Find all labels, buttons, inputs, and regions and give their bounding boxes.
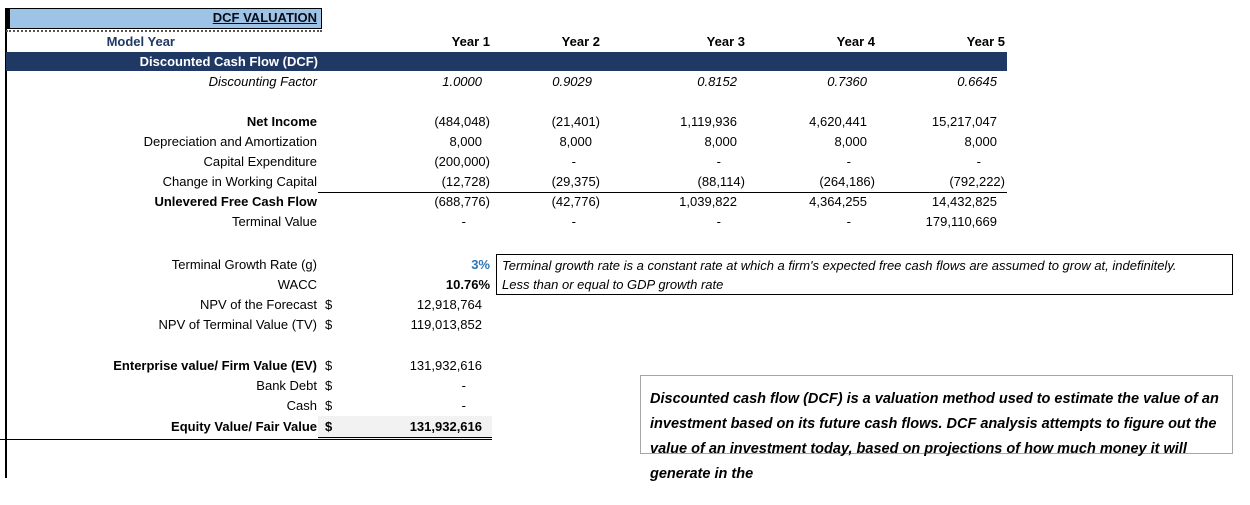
npv-forecast-label[interactable]: NPV of the Forecast	[199, 297, 317, 312]
spacer-row	[0, 335, 1007, 356]
net-income-year5-value[interactable]: 15,217,047	[931, 114, 997, 129]
capital-expenditure-year4-value[interactable]: -	[846, 154, 851, 169]
equity-value-year1-value[interactable]: 131,932,616	[342, 416, 492, 440]
cash-year2-value[interactable]	[492, 396, 602, 417]
unlevered-free-cash-flow-year2-value[interactable]: (42,776)	[551, 194, 600, 209]
net-income-label[interactable]: Net Income	[246, 114, 317, 129]
capital-expenditure-year1-value[interactable]: (200,000)	[434, 154, 490, 169]
year-header-spacer	[318, 32, 342, 52]
bank-debt-label[interactable]: Bank Debt	[256, 378, 317, 393]
row-depreciation-amortization	[0, 132, 1007, 152]
bank-debt-year1-value[interactable]: -	[461, 378, 466, 393]
depreciation-amortization-year3-value[interactable]: 8,000	[704, 134, 737, 149]
bank-debt-year2-value[interactable]	[492, 376, 602, 396]
wacc-year1-value[interactable]: 10.76%	[445, 277, 490, 292]
row-enterprise-value	[0, 356, 1007, 376]
net-income-year3-value[interactable]: 1,119,936	[680, 114, 737, 129]
capital-expenditure-label[interactable]: Capital Expenditure	[203, 154, 317, 169]
year-header-3[interactable]: Year 3	[706, 34, 745, 49]
change-in-working-capital-year4-value[interactable]: (264,186)	[747, 172, 877, 193]
row-terminal-value	[0, 212, 1007, 232]
row-npv-forecast	[0, 295, 1007, 315]
discounting-factor-currency-symbol[interactable]	[318, 72, 342, 92]
depreciation-amortization-label[interactable]: Depreciation and Amortization	[143, 134, 317, 149]
row-net-income	[0, 112, 1007, 132]
spacer-row	[0, 232, 1007, 255]
change-in-working-capital-year2-value[interactable]: (29,375)	[492, 172, 602, 193]
cash-currency-symbol[interactable]: $	[318, 396, 342, 417]
bank-debt-currency-symbol[interactable]: $	[325, 378, 333, 393]
depreciation-amortization-year2-value[interactable]: 8,000	[559, 134, 592, 149]
dcf-definition-box[interactable]	[640, 375, 1233, 482]
discounting-factor-year2-value[interactable]: 0.9029	[552, 74, 592, 89]
year-header-row	[0, 32, 1007, 52]
terminal-value-currency-symbol[interactable]	[318, 212, 342, 232]
terminal-value-year3-value[interactable]: -	[716, 214, 721, 229]
capital-expenditure-year3-value[interactable]: -	[716, 154, 721, 169]
discounting-factor-year5-value[interactable]: 0.6645	[957, 74, 997, 89]
cash-year1-value[interactable]: -	[342, 396, 492, 417]
net-income-year1-value[interactable]: (484,048)	[434, 114, 490, 129]
npv-forecast-year4-value[interactable]	[747, 295, 877, 315]
title-cell[interactable]	[6, 8, 322, 29]
terminal-growth-note-line2: Less than or equal to GDP growth rate	[502, 277, 724, 292]
enterprise-value-year3-value[interactable]	[602, 356, 747, 376]
row-unlevered-free-cash-flow	[0, 192, 1007, 212]
unlevered-free-cash-flow-year4-value[interactable]: 4,364,255	[809, 194, 867, 209]
npv-forecast-year3-value[interactable]	[602, 295, 747, 315]
year-header-4[interactable]: Year 4	[836, 34, 875, 49]
spacer-row	[0, 92, 1007, 112]
terminal-value-year5-value[interactable]: 179,110,669	[925, 214, 997, 229]
depreciation-amortization-year4-value[interactable]: 8,000	[834, 134, 867, 149]
capital-expenditure-currency-symbol[interactable]	[318, 152, 342, 172]
npv-terminal-value-label[interactable]: NPV of Terminal Value (TV)	[158, 317, 317, 332]
change-in-working-capital-label[interactable]: Change in Working Capital	[162, 174, 317, 189]
year-header-1[interactable]: Year 1	[451, 34, 490, 49]
unlevered-free-cash-flow-currency-symbol[interactable]	[318, 192, 342, 212]
cash-label[interactable]: Cash	[286, 398, 317, 413]
enterprise-value-label[interactable]: Enterprise value/ Firm Value (EV)	[113, 358, 317, 373]
enterprise-value-year1-value[interactable]: 131,932,616	[409, 358, 482, 373]
npv-terminal-value-year4-value[interactable]	[747, 315, 877, 335]
row-discounting-factor	[0, 72, 1007, 92]
net-income-year4-value[interactable]: 4,620,441	[809, 114, 867, 129]
equity-value-label[interactable]: Equity Value/ Fair Value	[0, 416, 318, 440]
depreciation-amortization-currency-symbol[interactable]	[318, 132, 342, 152]
model-year-label[interactable]: Model Year	[106, 34, 175, 49]
capital-expenditure-year5-value[interactable]: -	[976, 154, 981, 169]
equity-value-year2-value[interactable]	[492, 416, 602, 440]
change-in-working-capital-year3-value[interactable]: (88,114)	[602, 172, 747, 193]
wacc-label[interactable]: WACC	[277, 277, 317, 292]
net-income-year2-value[interactable]: (21,401)	[551, 114, 600, 129]
npv-terminal-value-year2-value[interactable]	[492, 315, 602, 335]
npv-terminal-value-year3-value[interactable]	[602, 315, 747, 335]
discounting-factor-year3-value[interactable]: 0.8152	[697, 74, 737, 89]
change-in-working-capital-currency-symbol[interactable]	[318, 172, 342, 193]
terminal-value-year2-value[interactable]: -	[571, 214, 576, 229]
terminal-value-year1-value[interactable]: -	[461, 214, 466, 229]
npv-forecast-year5-value[interactable]	[877, 295, 1007, 315]
year-header-2[interactable]: Year 2	[561, 34, 600, 49]
terminal-value-year4-value[interactable]: -	[846, 214, 851, 229]
terminal-growth-note-line1: Terminal growth rate is a constant rate at which a firm's expected free cash flows are assumed to grow at, indefinitely.	[502, 258, 1177, 273]
terminal-growth-rate-label[interactable]: Terminal Growth Rate (g)	[171, 257, 317, 272]
depreciation-amortization-year5-value[interactable]: 8,000	[964, 134, 997, 149]
year-header-5[interactable]: Year 5	[966, 34, 1005, 49]
npv-terminal-value-currency-symbol[interactable]: $	[325, 317, 333, 332]
npv-terminal-value-year5-value[interactable]	[877, 315, 1007, 335]
year-header-spacer	[0, 32, 318, 52]
wacc-currency-symbol[interactable]	[318, 275, 342, 295]
unlevered-free-cash-flow-year1-value[interactable]: (688,776)	[434, 194, 490, 209]
row-change-in-working-capital	[0, 172, 1007, 192]
section-header-bar[interactable]	[6, 52, 1007, 71]
change-in-working-capital-year1-value[interactable]: (12,728)	[342, 172, 492, 193]
enterprise-value-currency-symbol[interactable]: $	[325, 358, 333, 373]
discounting-factor-label[interactable]: Discounting Factor	[208, 74, 317, 89]
row-npv-terminal-value	[0, 315, 1007, 335]
net-income-currency-symbol[interactable]	[318, 112, 342, 132]
enterprise-value-year2-value[interactable]	[492, 356, 602, 376]
row-capital-expenditure	[0, 152, 1007, 172]
terminal-growth-rate-currency-symbol[interactable]	[318, 255, 342, 275]
terminal-growth-rate-year1-value[interactable]: 3%	[471, 257, 490, 272]
discounting-factor-year1-value[interactable]: 1.0000	[442, 74, 482, 89]
equity-value-currency-symbol[interactable]: $	[318, 416, 342, 440]
depreciation-amortization-year1-value[interactable]: 8,000	[449, 134, 482, 149]
npv-terminal-value-year1-value[interactable]: 119,013,852	[410, 317, 482, 332]
npv-forecast-year2-value[interactable]	[492, 295, 602, 315]
page-title: DCF VALUATION	[212, 10, 317, 25]
change-in-working-capital-year5-value[interactable]: (792,222)	[877, 172, 1007, 193]
dcf-definition-text: Discounted cash flow (DCF) is a valuation method used to estimate the value of an investment based on its future cash flows. DCF analysis attempts to figure out the value of an investment today, based on projections of how much money it will generate in the	[650, 391, 1219, 482]
unlevered-free-cash-flow-label[interactable]: Unlevered Free Cash Flow	[154, 194, 317, 209]
terminal-growth-note-box[interactable]	[496, 254, 1233, 295]
unlevered-free-cash-flow-year3-value[interactable]: 1,039,822	[679, 194, 737, 209]
npv-forecast-currency-symbol[interactable]: $	[325, 297, 333, 312]
enterprise-value-year4-value[interactable]	[747, 356, 877, 376]
npv-forecast-year1-value[interactable]: 12,918,764	[416, 297, 482, 312]
section-header-label: Discounted Cash Flow (DCF)	[139, 54, 318, 69]
enterprise-value-year5-value[interactable]	[877, 356, 1007, 376]
capital-expenditure-year2-value[interactable]: -	[571, 154, 576, 169]
unlevered-free-cash-flow-year5-value[interactable]: 14,432,825	[931, 194, 997, 209]
discounting-factor-year4-value[interactable]: 0.7360	[827, 74, 867, 89]
terminal-value-label[interactable]: Terminal Value	[231, 214, 317, 229]
